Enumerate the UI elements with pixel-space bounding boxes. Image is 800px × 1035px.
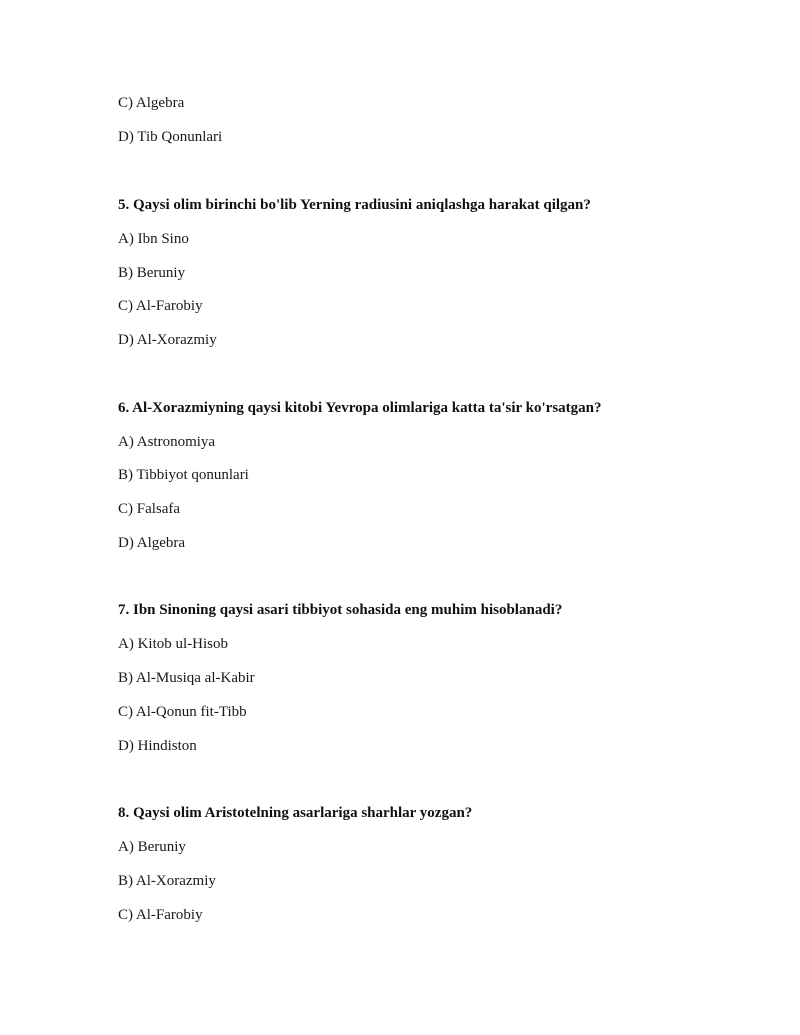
question-7-option-a: A) Kitob ul-Hisob: [118, 636, 228, 652]
question-8-text: 8. Qaysi olim Aristotelning asarlariga sharhlar yozgan?: [118, 805, 473, 821]
question-7-text: 7. Ibn Sinoning qaysi asari tibbiyot sohasida eng muhim hisoblanadi?: [118, 602, 563, 618]
option-d: D) Tib Qonunlari: [118, 129, 223, 145]
question-5-option-a: A) Ibn Sino: [118, 231, 189, 247]
option-c: C) Algebra: [118, 95, 185, 111]
question-6-option-a: A) Astronomiya: [118, 434, 216, 450]
question-5-text: 5. Qaysi olim birinchi bo'lib Yerning radiusini aniqlashga harakat qilgan?: [118, 197, 591, 213]
question-5-option-d: D) Al-Xorazmiy: [118, 332, 217, 348]
question-5-option-b: B) Beruniy: [118, 265, 186, 281]
question-8-option-b: B) Al-Xorazmiy: [118, 873, 216, 889]
question-7-option-d: D) Hindiston: [118, 738, 197, 754]
question-6-option-c: C) Falsafa: [118, 501, 181, 517]
question-7-option-b: B) Al-Musiqa al-Kabir: [118, 670, 255, 686]
question-8-option-c: C) Al-Farobiy: [118, 907, 203, 923]
question-6-option-d: D) Algebra: [118, 535, 186, 551]
question-6-option-b: B) Tibbiyot qonunlari: [118, 467, 249, 483]
question-7-option-c: C) Al-Qonun fit-Tibb: [118, 704, 247, 720]
question-6-text: 6. Al-Xorazmiyning qaysi kitobi Yevropa olimlariga katta ta'sir ko'rsatgan?: [118, 400, 602, 416]
question-5-option-c: C) Al-Farobiy: [118, 298, 203, 314]
question-8-option-a: A) Beruniy: [118, 839, 186, 855]
